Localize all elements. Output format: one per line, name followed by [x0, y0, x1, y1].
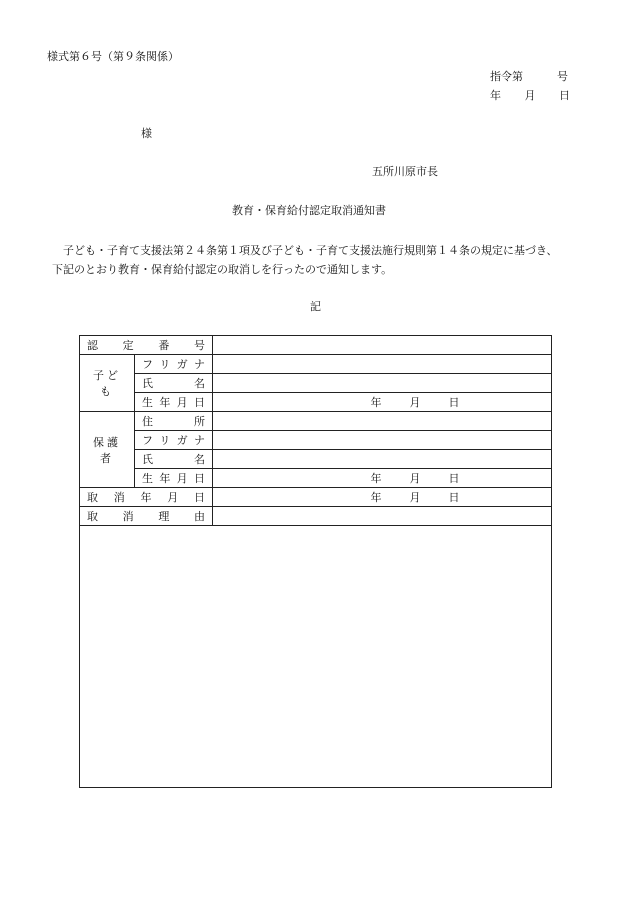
cancel-date-label: 取 消 年 月 日 — [80, 488, 213, 507]
row-guardian-birthdate — [80, 469, 552, 488]
guardian-group-label: 保護者 — [80, 412, 135, 488]
ref-number — [490, 70, 568, 84]
child-furigana-label: フ リ ガ ナ — [135, 355, 213, 374]
row-child-name — [80, 374, 552, 393]
guardian-furigana-label: フ リ ガ ナ — [135, 431, 213, 450]
row-cert-number — [80, 336, 552, 355]
notice-table — [79, 335, 552, 788]
child-furigana-value — [213, 355, 552, 374]
body-text — [52, 241, 592, 279]
form-number: 様式第６号（第９条関係） — [47, 50, 179, 63]
row-cancel-reason — [80, 507, 552, 526]
guardian-furigana-value — [213, 431, 552, 450]
row-guardian-name — [80, 450, 552, 469]
child-birthdate-value: 年 月 日 — [213, 393, 552, 412]
issue-date-day: 日 — [559, 89, 570, 102]
issue-date-year: 年 — [490, 89, 501, 102]
row-guardian-address — [80, 412, 552, 431]
child-name-label: 氏 名 — [135, 374, 213, 393]
cancel-reason-area — [80, 526, 552, 788]
guardian-birthdate-value: 年 月 日 — [213, 469, 552, 488]
cert-number-label: 認 定 番 号 — [80, 336, 213, 355]
child-name-value — [213, 374, 552, 393]
row-child-birthdate — [80, 393, 552, 412]
cancel-reason-header-value — [213, 507, 552, 526]
child-birthdate-label: 生 年 月 日 — [135, 393, 213, 412]
body-line-2: 下記のとおり教育・保育給付認定の取消しを行ったので通知します。 — [52, 263, 393, 276]
ref-number-prefix: 指令第 — [490, 70, 523, 83]
document-title: 教育・保育給付認定取消通知書 — [232, 204, 386, 217]
addressee-suffix: 様 — [141, 127, 152, 140]
row-guardian-furigana — [80, 431, 552, 450]
row-child-furigana — [80, 355, 552, 374]
guardian-address-label: 住 所 — [135, 412, 213, 431]
guardian-address-value — [213, 412, 552, 431]
ref-number-suffix: 号 — [557, 70, 568, 83]
row-cancel-date — [80, 488, 552, 507]
issue-date-month: 月 — [524, 89, 536, 102]
guardian-name-label: 氏 名 — [135, 450, 213, 469]
issuer: 五所川原市長 — [372, 165, 438, 178]
guardian-birthdate-label: 生 年 月 日 — [135, 469, 213, 488]
cancel-date-value: 年 月 日 — [213, 488, 552, 507]
row-cancel-reason-body — [80, 526, 552, 788]
cancel-reason-label: 取 消 理 由 — [80, 507, 213, 526]
body-line-1: 子ども・子育て支援法第２４条第１項及び子ども・子育て支援法施行規則第１４条の規定に基づき、 — [63, 244, 558, 257]
guardian-name-value — [213, 450, 552, 469]
issue-date — [490, 89, 570, 103]
cert-number-value — [213, 336, 552, 355]
ki-label: 記 — [310, 300, 321, 313]
child-group-label: 子ども — [80, 355, 135, 412]
